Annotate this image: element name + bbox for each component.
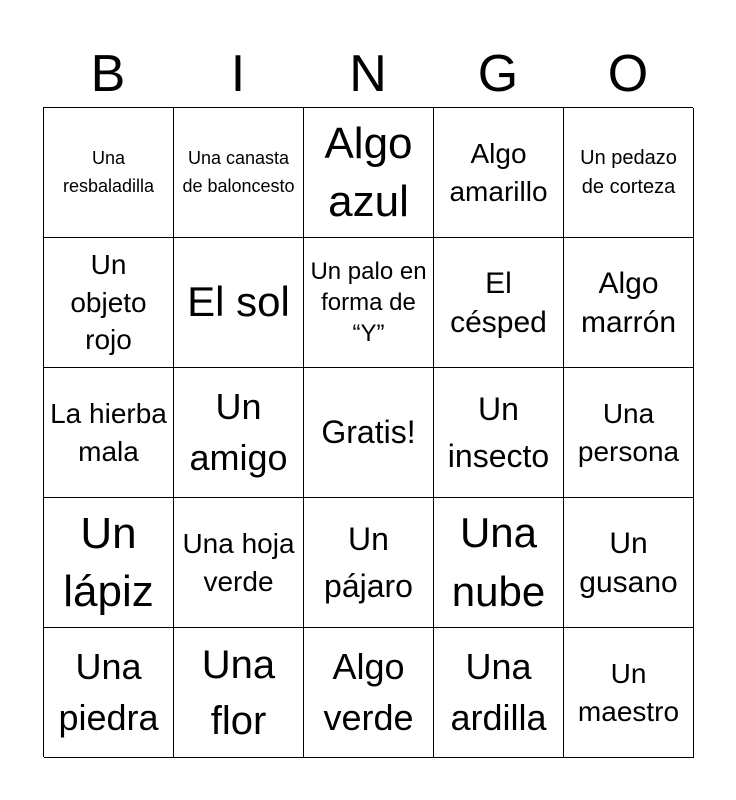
bingo-cell[interactable]: Algo azul: [304, 108, 434, 238]
header-letter-o: O: [607, 45, 649, 103]
header-letter-i: I: [230, 45, 246, 103]
bingo-cell[interactable]: Una resbaladilla: [44, 108, 174, 238]
bingo-cell[interactable]: Un gusano: [564, 498, 694, 628]
bingo-cell[interactable]: Algo marrón: [564, 238, 694, 368]
bingo-cell[interactable]: Un pedazo de corteza: [564, 108, 694, 238]
bingo-cell[interactable]: Un pájaro: [304, 498, 434, 628]
bingo-cell[interactable]: El sol: [174, 238, 304, 368]
bingo-cell[interactable]: Una hoja verde: [174, 498, 304, 628]
bingo-cell[interactable]: Una canasta de baloncesto: [174, 108, 304, 238]
bingo-board: [43, 107, 693, 757]
bingo-cell[interactable]: El césped: [434, 238, 564, 368]
bingo-cell[interactable]: Un objeto rojo: [44, 238, 174, 368]
bingo-cell[interactable]: Una flor: [174, 628, 304, 758]
bingo-cell[interactable]: Una persona: [564, 368, 694, 498]
bingo-cell[interactable]: Algo amarillo: [434, 108, 564, 238]
bingo-cell[interactable]: Un insecto: [434, 368, 564, 498]
bingo-cell[interactable]: Un maestro: [564, 628, 694, 758]
bingo-cell[interactable]: Una ardilla: [434, 628, 564, 758]
bingo-cell[interactable]: Un lápiz: [44, 498, 174, 628]
header-letter-g: G: [477, 45, 519, 103]
bingo-cell[interactable]: La hierba mala: [44, 368, 174, 498]
bingo-cell[interactable]: Una piedra: [44, 628, 174, 758]
bingo-cell[interactable]: Algo verde: [304, 628, 434, 758]
bingo-cell[interactable]: Gratis!: [304, 368, 434, 498]
header-letter-b: B: [90, 45, 126, 103]
header-letter-n: N: [349, 45, 387, 103]
bingo-cell[interactable]: Un palo en forma de “Y”: [304, 238, 434, 368]
bingo-cell[interactable]: Una nube: [434, 498, 564, 628]
bingo-cell[interactable]: Un amigo: [174, 368, 304, 498]
bingo-header: [43, 40, 693, 108]
